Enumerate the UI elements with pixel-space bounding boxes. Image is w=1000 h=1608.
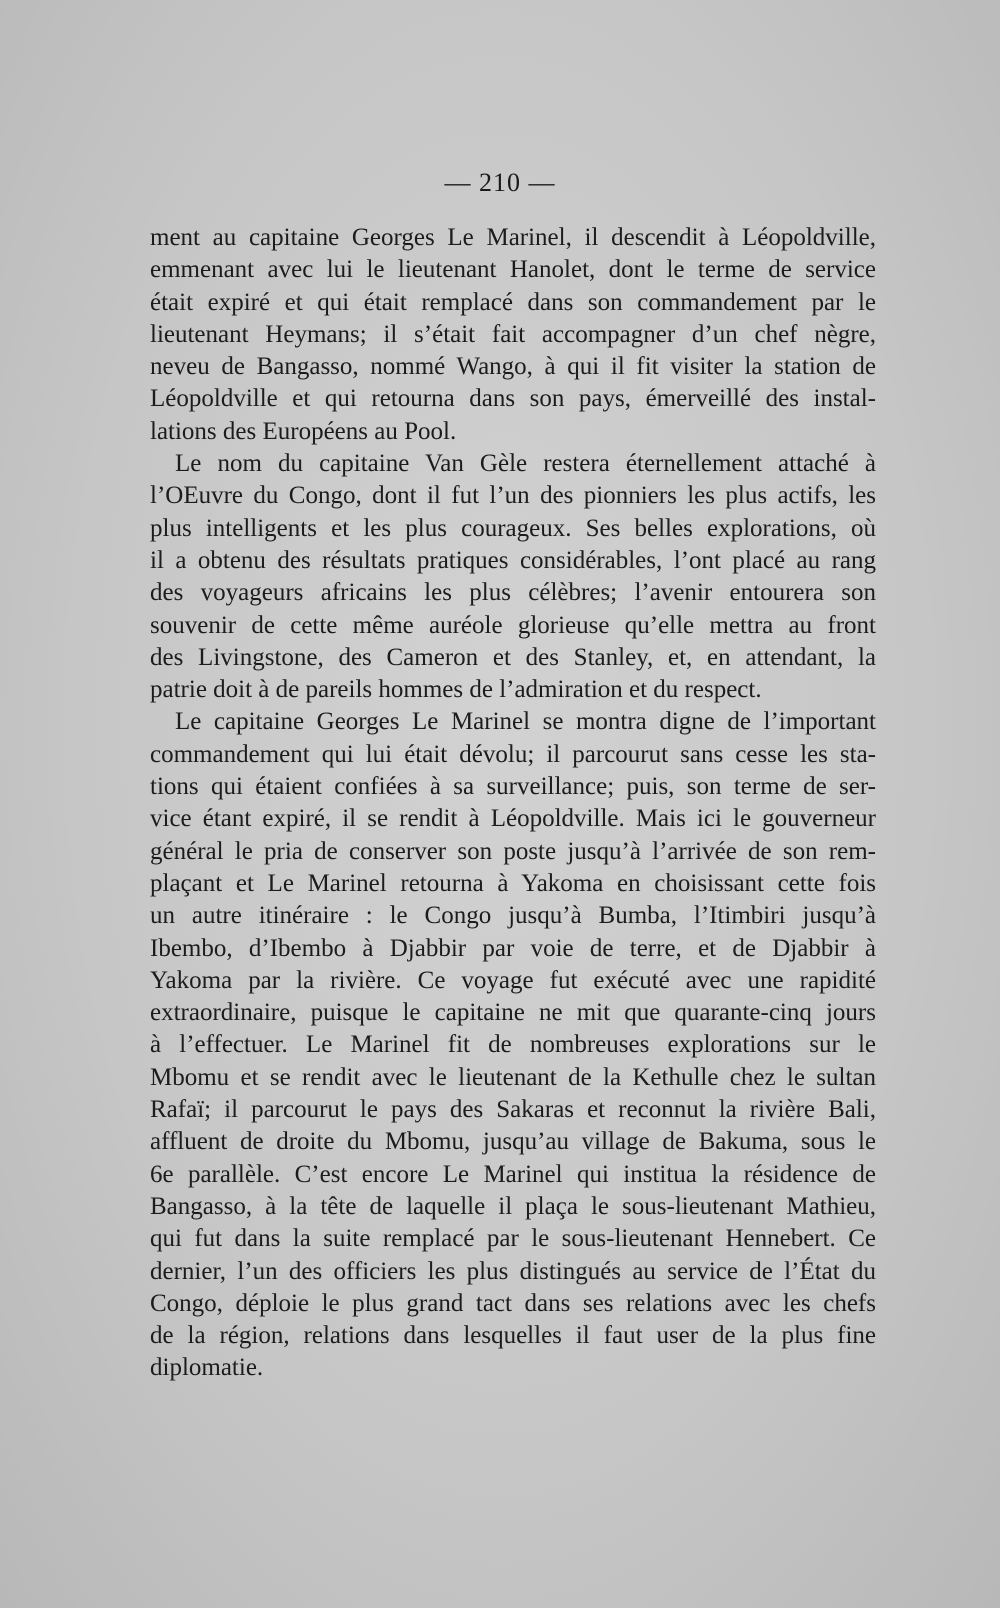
text-line: commandement qui lui était dévolu; il parcourut sans cesse les sta- — [150, 740, 876, 768]
text-line: l’OEuvre du Congo, dont il fut l’un des pionniers les plus actifs, les — [150, 482, 876, 510]
text-line: diplomatie. — [150, 1354, 264, 1382]
text-line: un autre itinéraire : le Congo jusqu’à Bumba, l’Itimbiri jusqu’à — [150, 902, 876, 930]
text-line: Le capitaine Georges Le Marinel se montra digne de l’important — [175, 708, 876, 736]
text-line: ment au capitaine Georges Le Marinel, il descendit à Léopoldville, — [150, 224, 876, 251]
text-line: des voyageurs africains les plus célèbres; l’avenir entourera son — [150, 579, 876, 607]
text-line: patrie doit à de pareils hommes de l’admiration et du respect. — [150, 676, 762, 704]
text-line: plus intelligents et les plus courageux. Ses belles explorations, où — [150, 514, 876, 542]
text-line: Bangasso, à la tête de laquelle il plaça le sous-lieutenant Mathieu, — [150, 1192, 876, 1220]
text-line: dernier, l’un des officiers les plus distingués au service de l’État du — [150, 1257, 876, 1285]
text-line: Congo, déploie le plus grand tact dans ses relations avec les chefs — [150, 1289, 876, 1317]
text-line: vice étant expiré, il se rendit à Léopoldville. Mais ici le gouverneur — [150, 805, 876, 833]
text-line: 6e parallèle. C’est encore Le Marinel qui institua la résidence de — [150, 1160, 876, 1188]
text-line: à l’effectuer. Le Marinel fit de nombreuses explorations sur le — [150, 1031, 876, 1059]
text-line: souvenir de cette même auréole glorieuse qu’elle mettra au front — [150, 611, 876, 639]
text-line: Mbomu et se rendit avec le lieutenant de la Kethulle chez le sultan — [150, 1063, 876, 1091]
text-line: Rafaï; il parcourut le pays des Sakaras et reconnut la rivière Bali, — [150, 1096, 876, 1124]
text-line: tions qui étaient confiées à sa surveillance; puis, son terme de ser- — [150, 773, 876, 801]
text-line: général le pria de conserver son poste jusqu’à l’arrivée de son rem- — [150, 837, 876, 865]
text-line: lieutenant Heymans; il s’était fait accompagner d’un chef nègre, — [150, 320, 876, 348]
text-line: neveu de Bangasso, nommé Wango, à qui il fit visiter la station de — [150, 353, 876, 381]
page-number: — 210 — — [444, 168, 556, 197]
text-line: affluent de droite du Mbomu, jusqu’au village de Bakuma, sous le — [150, 1128, 876, 1156]
text-line: emmenant avec lui le lieutenant Hanolet, dont le terme de service — [150, 256, 876, 284]
text-line: était expiré et qui était remplacé dans son commandement par le — [150, 288, 876, 316]
text-line: extraordinaire, puisque le capitaine ne mit que quarante-cinq jours — [150, 999, 876, 1027]
text-line: Léopoldville et qui retourna dans son pays, émerveillé des instal- — [150, 385, 876, 413]
text-line: Yakoma par la rivière. Ce voyage fut exécuté avec une rapidité — [150, 966, 876, 994]
text-line: Le nom du capitaine Van Gèle restera éternellement attaché à — [175, 450, 876, 478]
body-text — [150, 222, 876, 1385]
text-line: qui fut dans la suite remplacé par le sous-lieutenant Hennebert. Ce — [150, 1225, 876, 1253]
text-line: lations des Européens au Pool. — [150, 417, 457, 445]
text-line: plaçant et Le Marinel retourna à Yakoma en choisissant cette fois — [150, 869, 876, 897]
text-line: Ibembo, d’Ibembo à Djabbir par voie de terre, et de Djabbir à — [150, 934, 876, 962]
text-line: de la région, relations dans lesquelles il faut user de la plus fine — [150, 1322, 876, 1350]
text-line: il a obtenu des résultats pratiques considérables, l’ont placé au rang — [150, 546, 876, 574]
text-line: des Livingstone, des Cameron et des Stanley, et, en attendant, la — [150, 643, 876, 671]
